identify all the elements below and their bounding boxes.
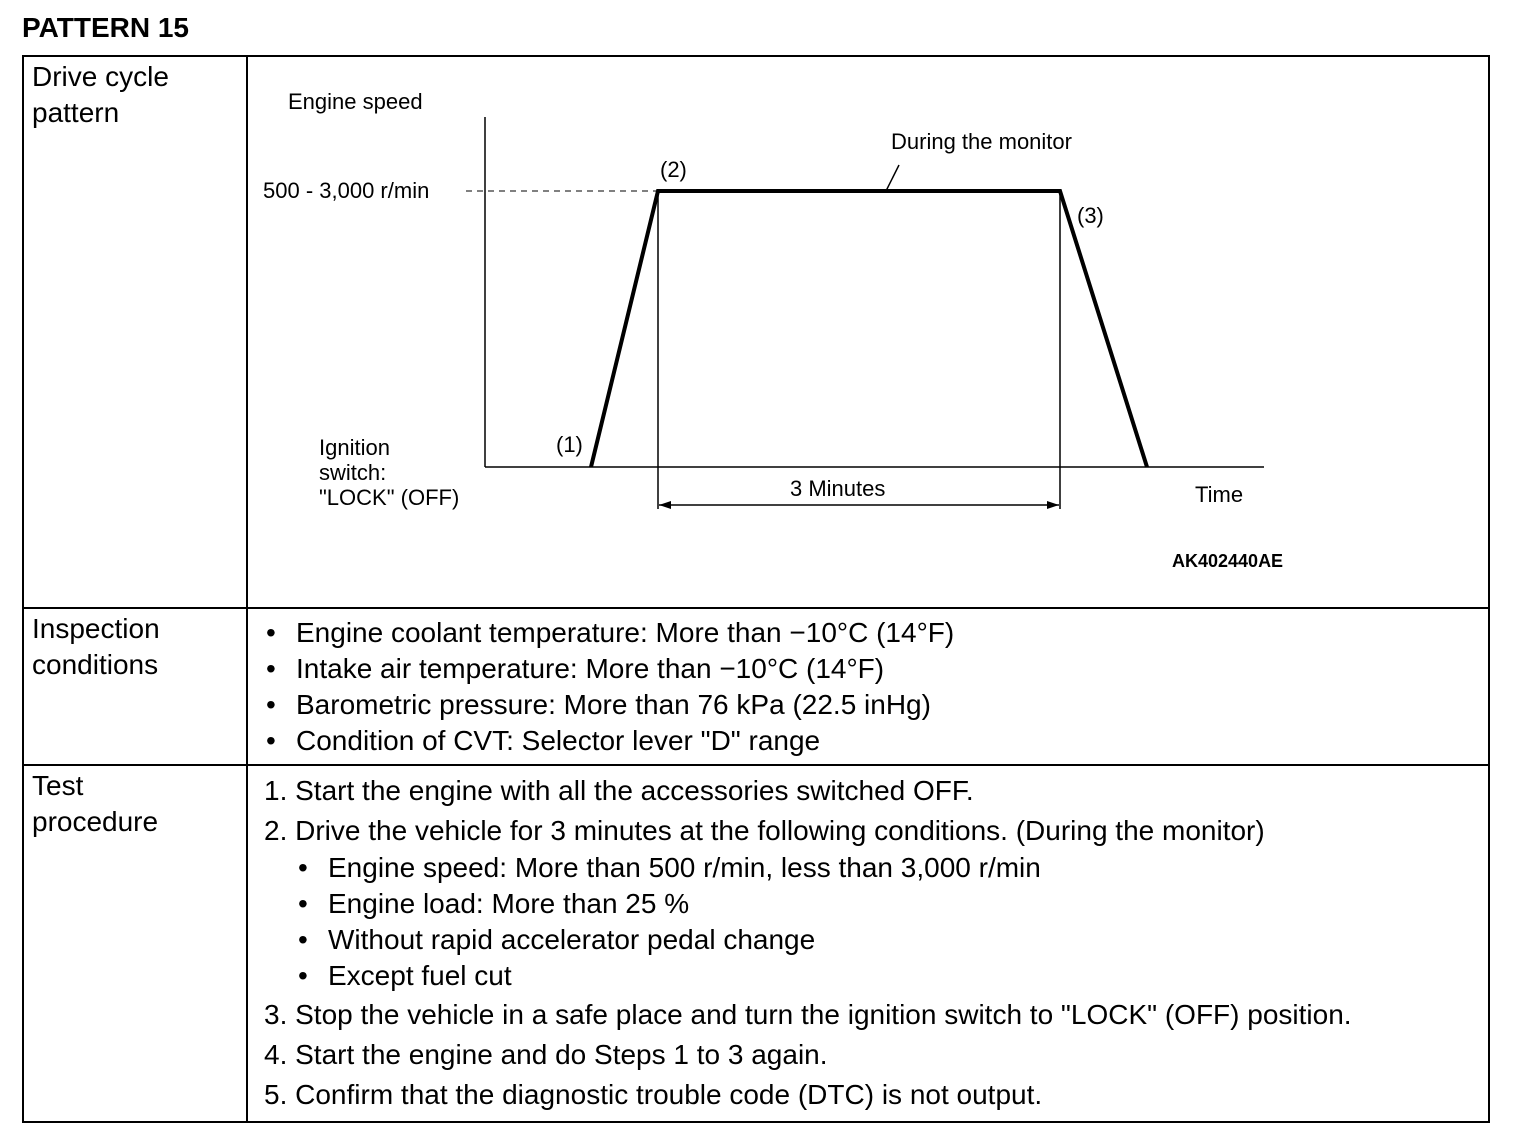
figure-code: AK402440AE bbox=[1172, 551, 1284, 571]
drive-cycle-table bbox=[22, 55, 1490, 1123]
monitor-leader-line bbox=[886, 165, 899, 191]
ignition-label-line1: Ignition bbox=[319, 435, 390, 460]
test-procedure-cell bbox=[247, 765, 1489, 1122]
list-item: • Engine coolant temperature: More than −10°C (14°F) bbox=[264, 615, 1488, 651]
test-procedure-list bbox=[248, 766, 1488, 1114]
list-item: • Condition of CVT: Selector lever "D" range bbox=[264, 723, 1488, 759]
inspection-conditions-cell bbox=[247, 608, 1489, 765]
duration-label: 3 Minutes bbox=[790, 476, 886, 501]
ignition-label-line2: switch: bbox=[319, 460, 387, 485]
row-label-inspection bbox=[23, 608, 247, 765]
list-item: • Without rapid accelerator pedal change bbox=[296, 922, 1488, 958]
drive-cycle-diagram bbox=[248, 57, 1506, 605]
row-label-drive-cycle bbox=[23, 56, 247, 608]
procedure-step-1: 1. Start the engine with all the accessories switched OFF. bbox=[264, 775, 974, 806]
list-item: • Intake air temperature: More than −10°C (14°F) bbox=[264, 651, 1488, 687]
table-row bbox=[23, 56, 1489, 608]
row-label-test bbox=[23, 765, 247, 1122]
step-2-conditions-list bbox=[264, 850, 1488, 994]
table-row bbox=[23, 765, 1489, 1122]
procedure-step-2 bbox=[264, 812, 1488, 994]
speed-range-label: 500 - 3,000 r/min bbox=[263, 178, 430, 203]
list-item: • Engine speed: More than 500 r/min, less than 3,000 r/min bbox=[296, 850, 1488, 886]
point-1-label: (1) bbox=[556, 432, 583, 457]
drive-cycle-diagram-cell bbox=[247, 56, 1489, 608]
list-item: • Engine load: More than 25 % bbox=[296, 886, 1488, 922]
inspection-label: Inspection conditions bbox=[32, 613, 160, 680]
procedure-step-5: 5. Confirm that the diagnostic trouble code (DTC) is not output. bbox=[264, 1079, 1043, 1110]
y-axis-label: Engine speed bbox=[288, 89, 423, 114]
procedure-step-3: 3. Stop the vehicle in a safe place and turn the ignition switch to "LOCK" (OFF) position. bbox=[264, 999, 1352, 1030]
monitor-label: During the monitor bbox=[891, 129, 1072, 154]
page-title: PATTERN 15 bbox=[22, 12, 189, 43]
ignition-label-line3: "LOCK" (OFF) bbox=[319, 485, 460, 510]
drive-cycle-label: Drive cycle pattern bbox=[32, 61, 169, 128]
point-2-label: (2) bbox=[660, 157, 687, 182]
list-item: • Barometric pressure: More than 76 kPa (22.5 inHg) bbox=[264, 687, 1488, 723]
procedure-step-2-text: 2. Drive the vehicle for 3 minutes at the following conditions. (During the monitor) bbox=[264, 815, 1265, 846]
inspection-conditions-list bbox=[248, 609, 1488, 759]
list-item: • Except fuel cut bbox=[296, 958, 1488, 994]
test-label: Test procedure bbox=[32, 770, 159, 837]
procedure-step-4: 4. Start the engine and do Steps 1 to 3 again. bbox=[264, 1039, 828, 1070]
engine-speed-profile bbox=[591, 191, 1147, 467]
point-3-label: (3) bbox=[1077, 203, 1104, 228]
x-axis-label: Time bbox=[1195, 482, 1244, 507]
table-row bbox=[23, 608, 1489, 765]
